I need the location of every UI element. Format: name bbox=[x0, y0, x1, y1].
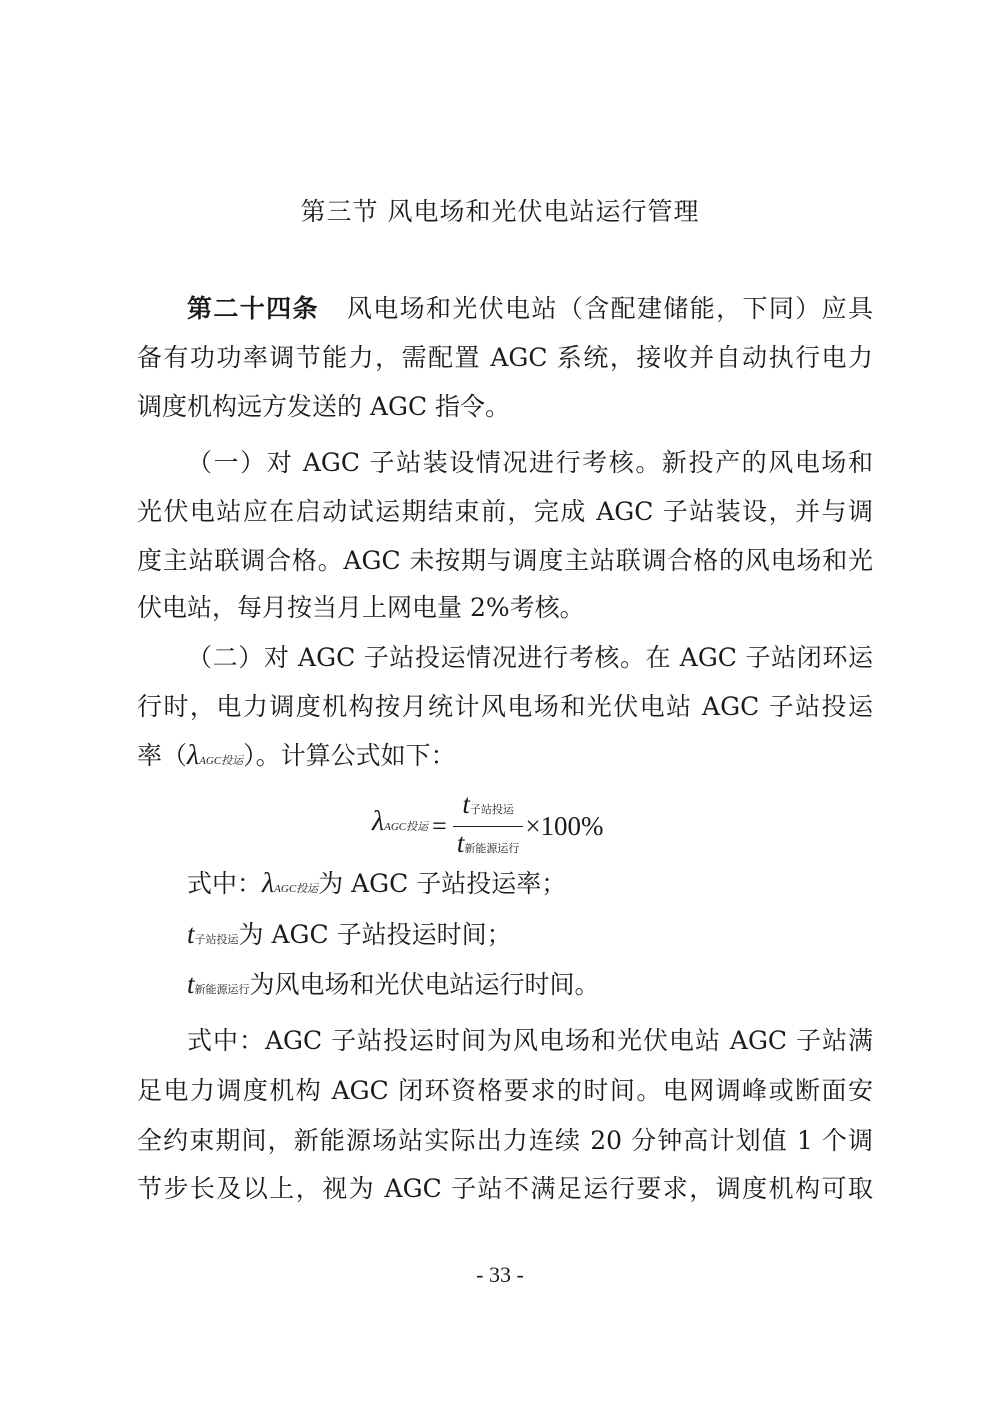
article-line: 调度机构远方发送的 AGC 指令。 bbox=[137, 392, 511, 421]
section-title: 第三节 风电场和光伏电站运行管理 bbox=[300, 197, 700, 226]
definition-t-newenergy: t新能源运行为风电场和光伏电站运行时间。 bbox=[187, 969, 600, 999]
article-heading: 第二十四条 bbox=[187, 294, 319, 323]
item2-line: （二）对 AGC 子站投运情况进行考核。在 AGC 子站闭环运 bbox=[187, 643, 873, 672]
item1-line: 伏电站，每月按当月上网电量 2%考核。 bbox=[137, 593, 585, 622]
lambda-subscript: AGC投运 bbox=[384, 821, 429, 834]
item2-line: 行时，电力调度机构按月统计风电场和光伏电站 AGC 子站投运 bbox=[137, 692, 873, 721]
fraction: $\frac{\text{t子站投运}}{\text{t新能源运行}}$ bbox=[453, 788, 524, 865]
denominator-subscript: 新能源运行 bbox=[464, 843, 520, 855]
item1-line: 度主站联调合格。AGC 未按期与调度主站联调合格的风电场和光 bbox=[137, 546, 873, 575]
item1-line: （一）对 AGC 子站装设情况进行考核。新投产的风电场和 bbox=[187, 448, 873, 477]
definition-lambda: 式中：λAGC投运为 AGC 子站投运率； bbox=[187, 868, 567, 899]
equals-sign: = bbox=[432, 811, 447, 841]
formula bbox=[372, 788, 604, 858]
note-line: 全约束期间，新能源场站实际出力连续 20 分钟高计划值 1 个调 bbox=[137, 1126, 873, 1155]
article-line: 备有功功率调节能力，需配置 AGC 系统，接收并自动执行电力 bbox=[137, 343, 873, 372]
item1-line: 光伏电站应在启动试运期结束前，完成 AGC 子站装设，并与调 bbox=[137, 497, 873, 526]
lambda-symbol: λ bbox=[372, 806, 385, 838]
definition-t-substation: t子站投运为 AGC 子站投运时间； bbox=[187, 919, 512, 949]
item2-line: 率（λAGC投运）。计算公式如下： bbox=[137, 740, 456, 771]
page-number: - 33 - bbox=[476, 1262, 524, 1287]
numerator-subscript: 子站投运 bbox=[469, 804, 514, 816]
note-line: 式中：AGC 子站投运时间为风电场和光伏电站 AGC 子站满 bbox=[187, 1026, 873, 1055]
note-line: 节步长及以上，视为 AGC 子站不满足运行要求，调度机构可取 bbox=[137, 1174, 873, 1203]
article-text: 风电场和光伏电站（含配建储能，下同）应具 bbox=[346, 294, 873, 323]
times-100-percent: ×100% bbox=[525, 811, 604, 841]
article-line bbox=[137, 294, 873, 324]
note-line: 足电力调度机构 AGC 闭环资格要求的时间。电网调峰或断面安 bbox=[137, 1076, 873, 1105]
